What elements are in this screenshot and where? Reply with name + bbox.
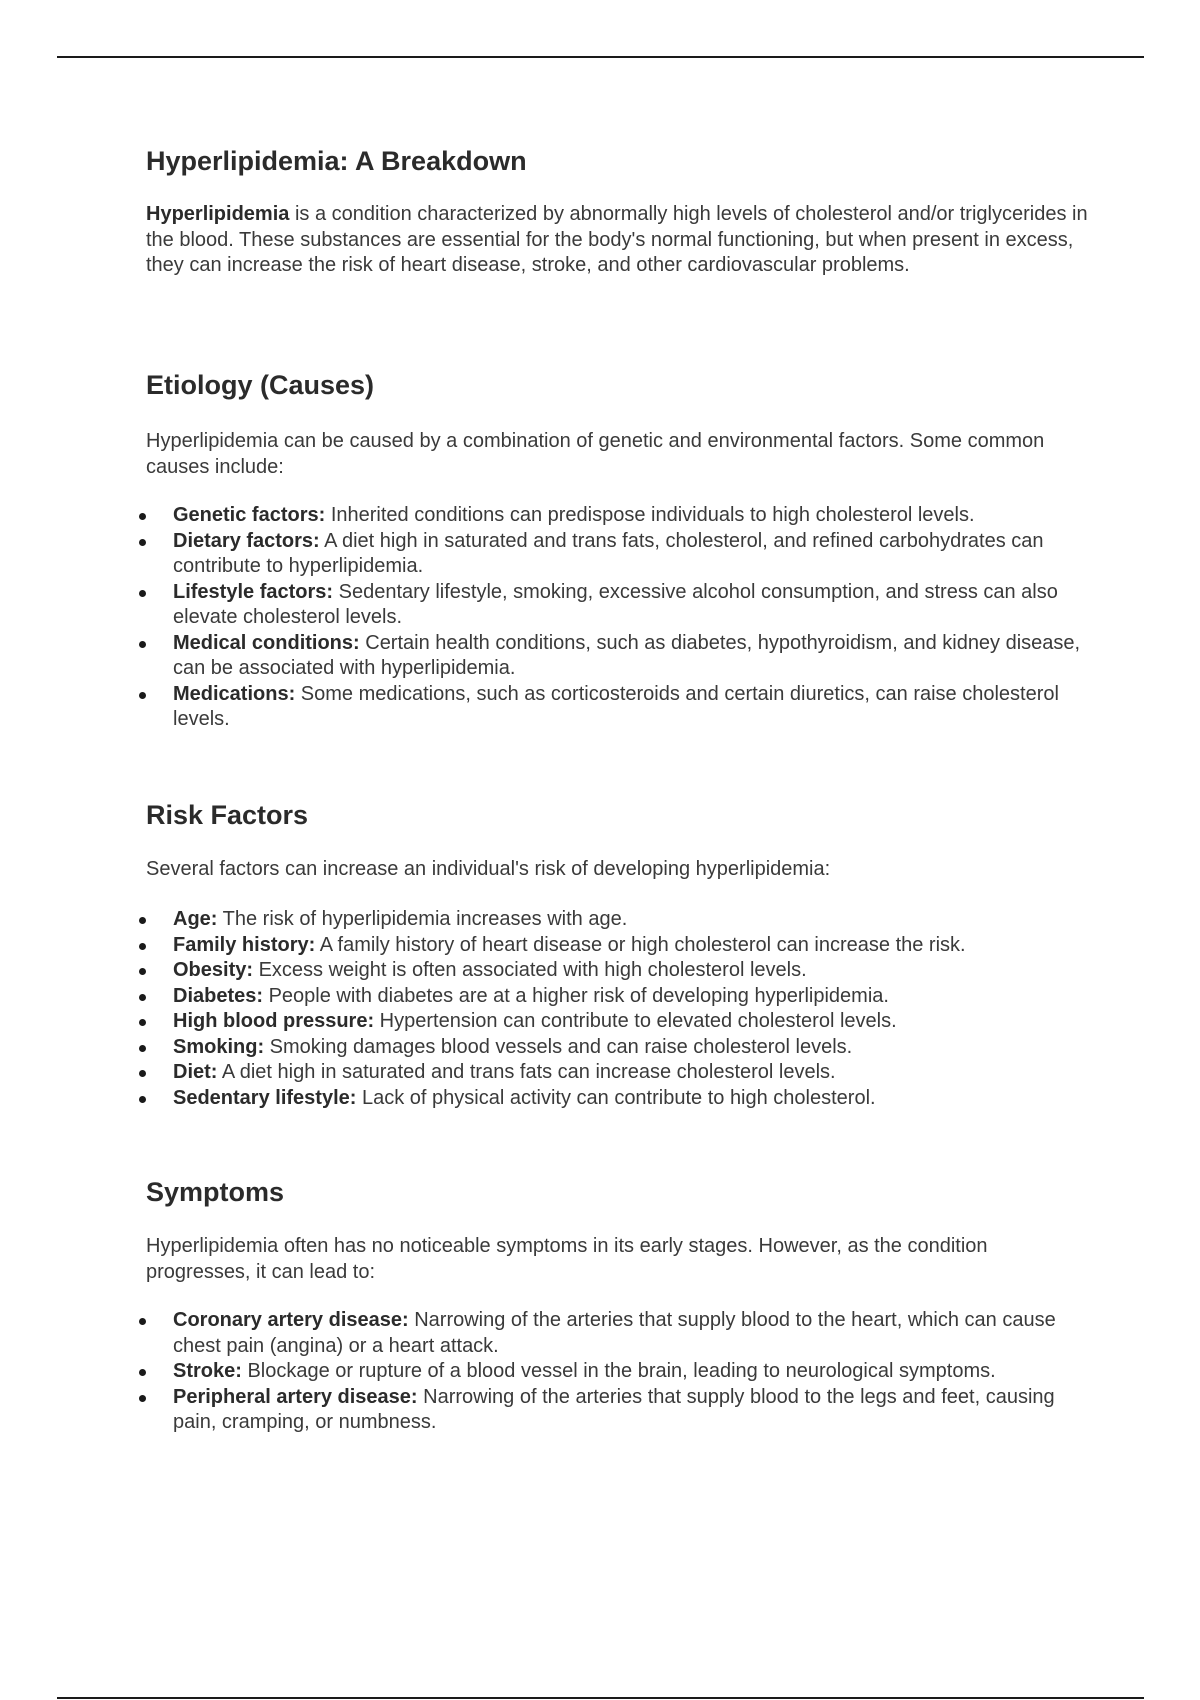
page-title: Hyperlipidemia: A Breakdown bbox=[146, 146, 527, 176]
list-item bbox=[146, 580, 1096, 631]
list-item bbox=[146, 631, 1096, 682]
list-item-term: Age: bbox=[173, 908, 218, 930]
etiology-heading: Etiology (Causes) bbox=[146, 370, 375, 400]
list-item-term: Peripheral artery disease: bbox=[173, 1385, 418, 1408]
list-item-term: Genetic factors: bbox=[173, 504, 326, 526]
list-item-text: A family history of heart disease or high cholesterol can increase the risk. bbox=[315, 933, 966, 956]
list-item bbox=[146, 529, 1096, 580]
etiology-intro: Hyperlipidemia can be caused by a combination of genetic and environmental factors. Some common causes include: bbox=[146, 430, 1045, 478]
bullet-icon bbox=[139, 1318, 146, 1325]
bullet-icon bbox=[139, 1096, 146, 1103]
list-item-term: Diabetes: bbox=[173, 984, 264, 1007]
list-item bbox=[146, 1009, 1096, 1035]
bullet-icon bbox=[139, 641, 146, 648]
list-item-text: The risk of hyperlipidemia increases with age. bbox=[217, 908, 628, 930]
list-item-term: Dietary factors: bbox=[173, 529, 320, 552]
list-item-text: Smoking damages blood vessels and can raise cholesterol levels. bbox=[264, 1035, 853, 1058]
list-item bbox=[146, 984, 1096, 1010]
list-item-text: Some medications, such as corticosteroids and certain diuretics, can raise cholesterol levels. bbox=[173, 682, 1059, 730]
risk-factors-heading: Risk Factors bbox=[146, 800, 309, 830]
list-item bbox=[146, 1308, 1096, 1359]
symptoms-heading: Symptoms bbox=[146, 1177, 285, 1207]
bullet-icon bbox=[139, 1019, 146, 1026]
list-item-term: High blood pressure: bbox=[173, 1010, 375, 1032]
list-item bbox=[146, 682, 1096, 733]
list-item-term: Smoking: bbox=[173, 1035, 265, 1058]
list-item-term: Medications: bbox=[173, 682, 296, 705]
symptoms-intro: Hyperlipidemia often has no noticeable symptoms in its early stages. However, as the condition progresses, it can lead to: bbox=[146, 1235, 988, 1283]
bullet-icon bbox=[139, 994, 146, 1001]
list-item bbox=[146, 503, 1096, 529]
bullet-icon bbox=[139, 1070, 146, 1077]
list-item bbox=[146, 1359, 1096, 1385]
risk-factors-intro: Several factors can increase an individual's risk of developing hyperlipidemia: bbox=[146, 858, 831, 880]
list-item-term: Lifestyle factors: bbox=[173, 580, 334, 603]
list-item-text: Blockage or rupture of a blood vessel in the brain, leading to neurological symptoms. bbox=[241, 1360, 996, 1382]
list-item bbox=[146, 958, 1096, 984]
list-item bbox=[146, 1060, 1096, 1086]
intro-paragraph bbox=[146, 202, 1096, 279]
list-item bbox=[146, 907, 1096, 933]
bullet-icon bbox=[139, 539, 146, 546]
bullet-icon bbox=[139, 968, 146, 975]
list-item-text: Hypertension can contribute to elevated cholesterol levels. bbox=[374, 1010, 897, 1032]
bullet-icon bbox=[139, 917, 146, 924]
list-item-term: Diet: bbox=[173, 1061, 218, 1083]
list-item-text: A diet high in saturated and trans fats, cholesterol, and refined carbohydrates can contribute to hyperlipidemia. bbox=[173, 529, 1044, 577]
list-item bbox=[146, 1035, 1096, 1061]
intro-text: is a condition characterized by abnormally high levels of cholesterol and/or triglycerides in the blood. These substances are essential for the body's normal functioning, but when present in excess, they can increase the risk of heart disease, stroke, and other cardiovascular problems. bbox=[146, 203, 1088, 276]
list-item-text: Narrowing of the arteries that supply blood to the heart, which can cause chest pain (angina) or a heart attack. bbox=[173, 1309, 1056, 1357]
list-item-text: Narrowing of the arteries that supply blood to the legs and feet, causing pain, cramping, or numbness. bbox=[173, 1385, 1055, 1433]
list-item-text: Inherited conditions can predispose individuals to high cholesterol levels. bbox=[325, 504, 975, 526]
list-item-term: Stroke: bbox=[173, 1360, 242, 1382]
list-item-term: Obesity: bbox=[173, 959, 254, 981]
list-item bbox=[146, 1086, 1096, 1112]
bullet-icon bbox=[139, 1369, 146, 1376]
bullet-icon bbox=[139, 1395, 146, 1402]
list-item-text: A diet high in saturated and trans fats can increase cholesterol levels. bbox=[217, 1061, 836, 1083]
list-item-text: People with diabetes are at a higher risk of developing hyperlipidemia. bbox=[263, 984, 889, 1007]
risk-factors-list bbox=[146, 907, 1096, 1111]
list-item-term: Family history: bbox=[173, 933, 316, 956]
symptoms-list bbox=[146, 1308, 1096, 1436]
list-item-text: Sedentary lifestyle, smoking, excessive alcohol consumption, and stress can also elevate cholesterol levels. bbox=[173, 580, 1058, 628]
list-item-text: Certain health conditions, such as diabetes, hypothyroidism, and kidney disease, can be associated with hyperlipidemia. bbox=[173, 631, 1081, 679]
bullet-icon bbox=[139, 513, 146, 520]
list-item-text: Excess weight is often associated with high cholesterol levels. bbox=[253, 959, 807, 981]
top-rule bbox=[57, 56, 1144, 58]
list-item-text: Lack of physical activity can contribute to high cholesterol. bbox=[356, 1086, 876, 1109]
bullet-icon bbox=[139, 590, 146, 597]
bullet-icon bbox=[139, 943, 146, 950]
bullet-icon bbox=[139, 1045, 146, 1052]
list-item-term: Sedentary lifestyle: bbox=[173, 1086, 357, 1109]
bottom-rule bbox=[57, 1697, 1144, 1699]
list-item bbox=[146, 1385, 1096, 1436]
intro-term: Hyperlipidemia bbox=[146, 203, 290, 225]
list-item bbox=[146, 933, 1096, 959]
list-item-term: Medical conditions: bbox=[173, 631, 360, 654]
etiology-list bbox=[146, 503, 1096, 733]
list-item-term: Coronary artery disease: bbox=[173, 1309, 409, 1331]
bullet-icon bbox=[139, 692, 146, 699]
